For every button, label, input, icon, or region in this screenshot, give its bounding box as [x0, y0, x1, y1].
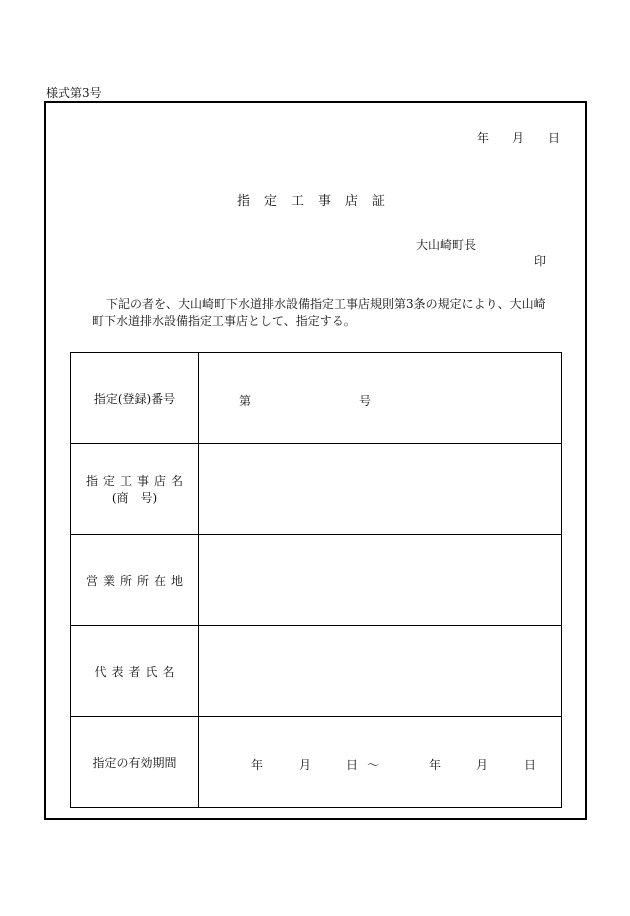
validity-from-month: 月: [299, 758, 312, 772]
validity-period-label: 指定の有効期間: [71, 717, 199, 808]
certificate-title: 指定工事店証: [236, 194, 399, 209]
designation-statement: [92, 296, 552, 330]
validity-to-year: 年: [429, 758, 442, 772]
validity-from-day: 日: [346, 758, 359, 772]
representative-cell: [199, 626, 562, 717]
seal-mark: 印: [534, 254, 547, 268]
validity-to-month: 月: [476, 758, 489, 772]
registration-prefix: 第: [239, 394, 252, 408]
statement-line-1: 下記の者を、大山崎町下水道排水設備指定工事店規則第3条の規定により、大山崎: [106, 297, 546, 311]
certificate-details-table: [70, 352, 562, 808]
validity-tilde: ～: [367, 758, 380, 772]
registration-number-cell: [199, 353, 562, 444]
issuer-name: 大山崎町長: [416, 238, 477, 252]
registration-suffix: 号: [359, 394, 372, 408]
registration-number-label: 指定(登録)番号: [71, 353, 199, 444]
shop-name-cell: [199, 444, 562, 535]
table-row-registration: [71, 353, 562, 444]
date-month-label: 月: [512, 131, 525, 145]
form-number: 様式第3号: [46, 86, 102, 100]
date-year-label: 年: [477, 131, 490, 145]
office-location-label: 営業所所在地: [71, 535, 199, 626]
table-row-office-location: [71, 535, 562, 626]
table-row-representative: [71, 626, 562, 717]
representative-label: 代表者氏名: [71, 626, 199, 717]
validity-from-year: 年: [251, 758, 264, 772]
validity-period-cell: [199, 717, 562, 808]
office-location-cell: [199, 535, 562, 626]
shop-name-label: 指定工事店名 (商 号): [71, 444, 199, 535]
date-day-label: 日: [548, 131, 561, 145]
table-row-validity: [71, 717, 562, 808]
table-row-shop-name: [71, 444, 562, 535]
shop-name-sublabel: (商 号): [111, 491, 158, 505]
validity-to-day: 日: [524, 758, 537, 772]
statement-line-2: 町下水道排水設備指定工事店として、指定する。: [92, 314, 356, 328]
